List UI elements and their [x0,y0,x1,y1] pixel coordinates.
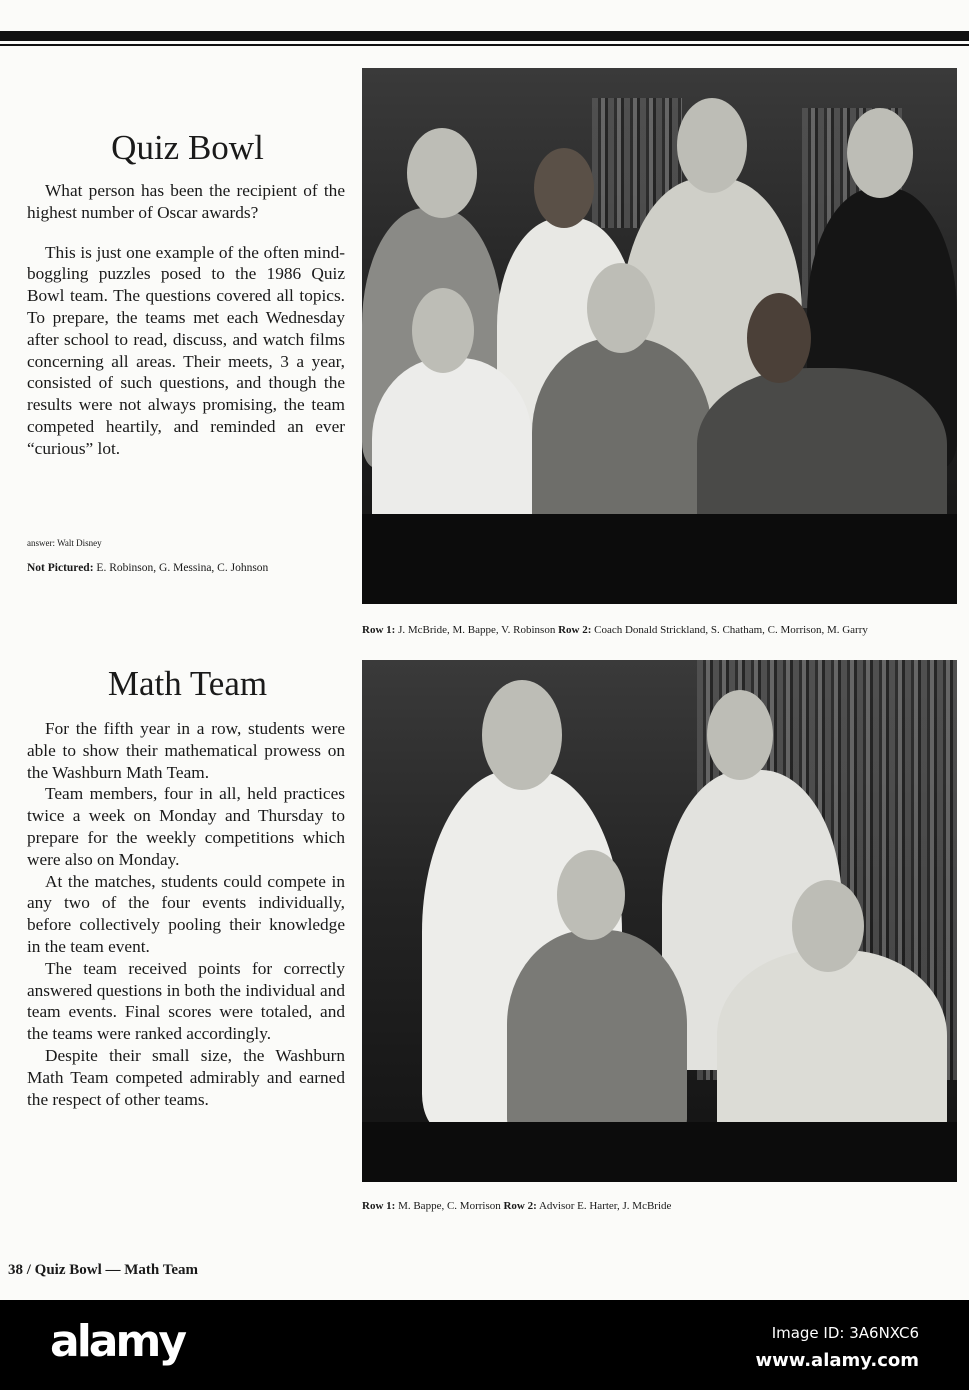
not-pictured-label: Not Pictured: [27,562,94,574]
quiz-bowl-paragraph: This is just one example of the often mind-boggling puzzles posed to the 1986 Quiz Bowl team. The questions covered all topics. To prepare, the teams met each Wednesday after school to read, discuss, and watch films concerning all areas. Their meets, 3 a year, consisted of such questions, and though the results were not always promising, the team competed heartily, and reminded an ever “curious” lot. [27,242,345,458]
caption-row2: Advisor E. Harter, J. McBride [538,1200,672,1212]
header-rule [0,31,969,41]
not-pictured-names: E. Robinson, G. Messina, C. Johnson [96,562,269,574]
caption-row1: M. Bappe, C. Morrison [398,1200,501,1212]
math-team-photo [362,660,957,1182]
quiz-bowl-photo [362,68,957,604]
math-paragraph: At the matches, students could compete in any two of the four events individually, before collectively pooling their knowledge in the team event. [27,871,345,956]
quiz-bowl-question: What person has been the recipient of the highest number of Oscar awards? [27,181,345,222]
watermark-bar [0,1300,969,1390]
caption-row1: J. McBride, M. Bappe, V. Robinson [398,624,556,636]
alamy-logo: alamy [50,1316,184,1367]
math-paragraph: Despite their small size, the Washburn Math Team competed admirably and earned the respect of other teams. [27,1045,345,1109]
caption-row1-label: Row 1: [362,1200,396,1212]
math-team-caption [362,1200,957,1213]
image-id: Image ID: 3A6NXC6 [771,1324,919,1342]
math-team-title: Math Team [107,664,268,703]
caption-row1-label: Row 1: [362,624,396,636]
caption-row2-label: Row 2: [558,624,592,636]
caption-row2: Coach Donald Strickland, S. Chatham, C. Morrison, M. Garry [594,624,868,636]
math-paragraph: For the fifth year in a row, students were able to show their mathematical prowess on the Washburn Math Team. [27,719,345,782]
site-url: www.alamy.com [755,1350,919,1371]
quiz-bowl-text [27,180,345,472]
header-rule-thin [0,44,969,46]
quiz-bowl-caption [362,624,957,637]
math-team-text [27,718,345,1110]
quiz-bowl-title: Quiz Bowl [111,128,264,167]
caption-row2-label: Row 2: [503,1200,537,1212]
math-paragraph: The team received points for correctly answered questions in both the individual and team events. Final scores were totaled, and the teams were ranked accordingly. [27,958,345,1044]
page-footer: 38 / Quiz Bowl — Math Team [8,1262,199,1278]
not-pictured [27,562,268,574]
quiz-answer: answer: Walt Disney [27,538,102,548]
math-paragraph: Team members, four in all, held practices twice a week on Monday and Thursday to prepare for the weekly competitions which were also on Monday. [27,784,345,869]
